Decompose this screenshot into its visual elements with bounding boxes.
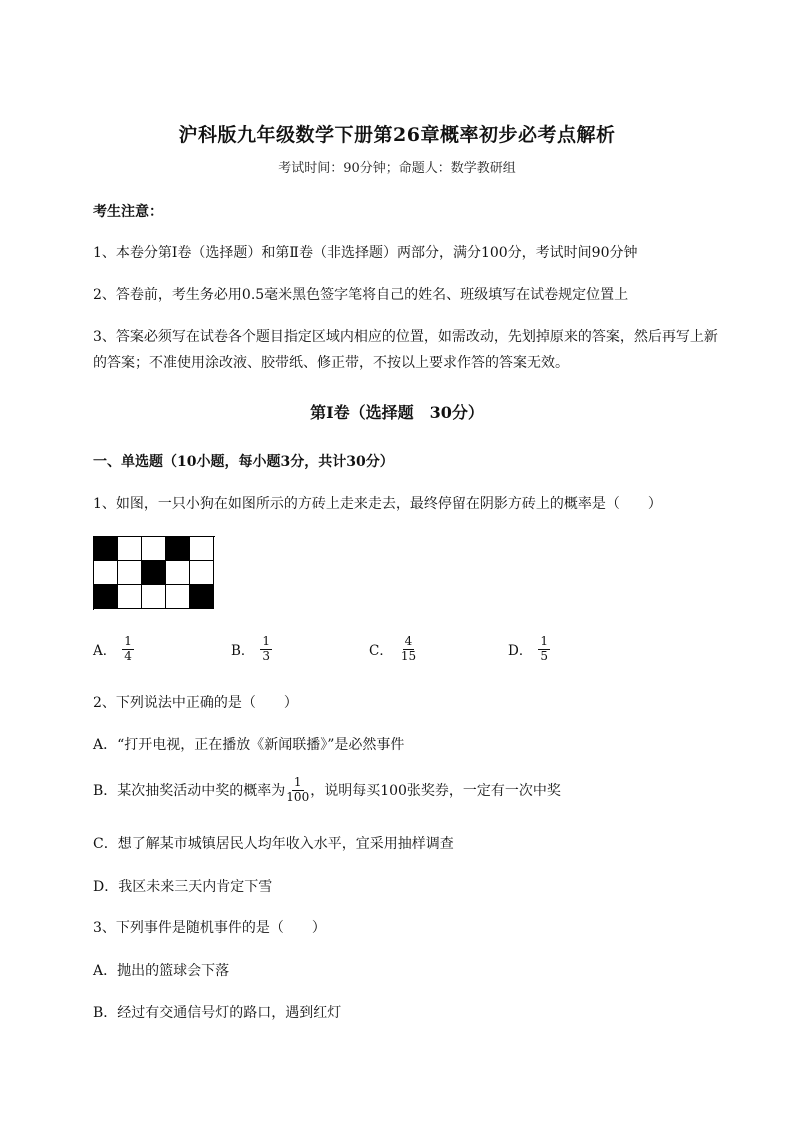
page-title: 沪科版九年级数学下册第26章概率初步必考点解析: [178, 124, 616, 146]
q2-option-d[interactable]: D．我区未来三天内肯定下雪: [93, 879, 273, 895]
blank-tile: [190, 537, 214, 561]
fraction: [538, 635, 550, 664]
fraction: [399, 635, 418, 664]
section-heading: 一、单选题（10小题，每小题3分，共计30分）: [93, 454, 394, 470]
blank-tile: [94, 561, 118, 585]
q2-stem: 2、下列说法中正确的是（ ）: [93, 695, 298, 711]
fraction: [260, 635, 272, 664]
blank-tile: [142, 585, 166, 609]
q1-option-b[interactable]: [231, 635, 272, 664]
fraction-numerator: 1: [293, 775, 302, 789]
fraction-denominator: 4: [124, 648, 132, 663]
fraction-denominator: 3: [262, 648, 271, 663]
shaded-tile: [94, 585, 118, 609]
fraction: [122, 635, 134, 664]
q2-option-c[interactable]: C．想了解某市城镇居民人均年收入水平，宜采用抽样调查: [93, 836, 454, 852]
q2-option-b[interactable]: [93, 776, 561, 805]
part1-title: 第Ⅰ卷（选择题 30分）: [310, 403, 484, 422]
q1-option-c[interactable]: [369, 635, 418, 664]
fraction: [286, 776, 309, 805]
fraction-denominator: 100: [286, 789, 310, 804]
notice-item-3-line-2: 的答案；不准使用涂改液、胶带纸、修正带，不按以上要求作答的答案无效。: [93, 355, 569, 371]
q2-option-b-text-after: ，说明每买100张奖券，一定有一次中奖: [310, 783, 561, 800]
blank-tile: [166, 585, 190, 609]
fraction-denominator: 5: [540, 648, 548, 663]
fraction-denominator: 15: [400, 648, 417, 663]
q1-option-d[interactable]: [508, 635, 550, 664]
q3-option-a[interactable]: A．抛出的篮球会下落: [93, 963, 230, 979]
notice-item-1: 1、本卷分第Ⅰ卷（选择题）和第Ⅱ卷（非选择题）两部分，满分100分，考试时间90分钟: [93, 245, 638, 261]
fraction-numerator: 4: [404, 634, 413, 648]
fraction-numerator: 1: [540, 634, 548, 648]
blank-tile: [118, 585, 142, 609]
fraction-numerator: 1: [124, 634, 132, 648]
blank-tile: [118, 537, 142, 561]
option-label: A．: [93, 643, 117, 660]
notice-item-3-line-1: 3、答案必须写在试卷各个题目指定区域内相应的位置，如需改动，先划掉原来的答案，然后再写上新: [93, 329, 718, 345]
q2-option-b-text-before: B．某次抽奖活动中奖的概率为: [93, 783, 286, 800]
q1-option-a[interactable]: [93, 635, 134, 664]
blank-tile: [166, 561, 190, 585]
blank-tile: [142, 537, 166, 561]
exam-subtitle: 考试时间：90分钟；命题人：数学教研组: [278, 161, 516, 176]
q3-stem: 3、下列事件是随机事件的是（ ）: [93, 920, 326, 936]
option-label: C．: [369, 643, 393, 660]
fraction-numerator: 1: [262, 634, 271, 648]
option-label: B．: [231, 643, 255, 660]
blank-tile: [118, 561, 142, 585]
shaded-tile: [94, 537, 118, 561]
option-label: D．: [508, 643, 533, 660]
notice-item-2: 2、答卷前，考生务必用0.5毫米黑色签字笔将自己的姓名、班级填写在试卷规定位置上: [93, 287, 629, 303]
q3-option-b[interactable]: B．经过有交通信号灯的路口，遇到红灯: [93, 1005, 342, 1021]
shaded-tile: [142, 561, 166, 585]
shaded-tile: [190, 585, 214, 609]
notice-heading: 考生注意：: [93, 204, 163, 220]
q1-stem: 1、如图，一只小狗在如图所示的方砖上走来走去，最终停留在阴影方砖上的概率是（ ）: [93, 496, 662, 512]
shaded-tile: [166, 537, 190, 561]
blank-tile: [190, 561, 214, 585]
q1-tile-grid: [93, 536, 215, 610]
q2-option-a[interactable]: A．“打开电视，正在播放《新闻联播》”是必然事件: [93, 737, 405, 753]
